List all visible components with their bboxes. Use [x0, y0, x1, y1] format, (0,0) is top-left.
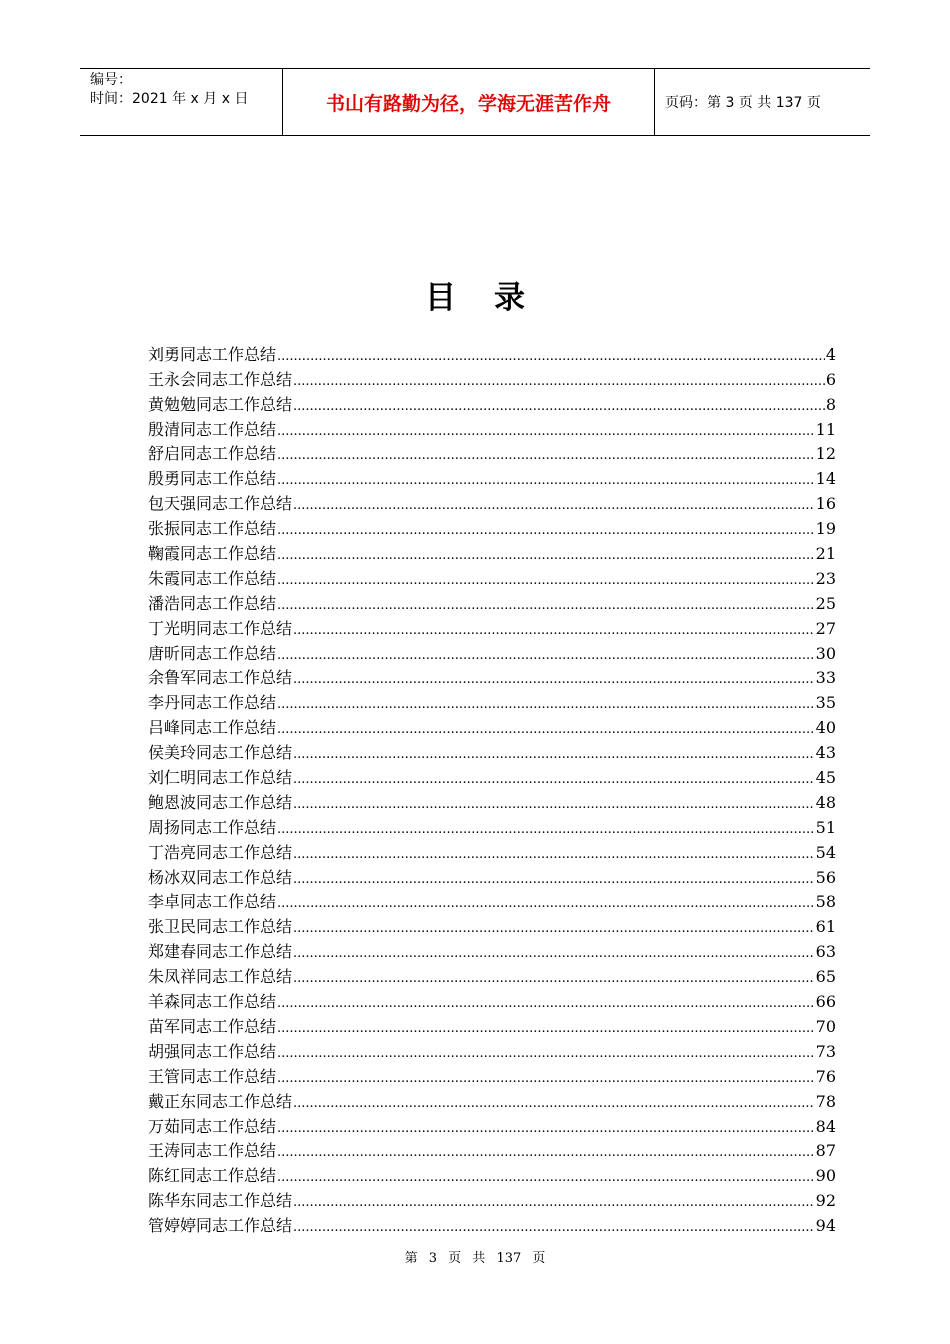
toc-entry[interactable] — [148, 465, 836, 490]
toc-entry-title: 黄勉勉同志工作总结 — [148, 394, 293, 414]
footer-total-pages: 137 — [496, 1251, 522, 1266]
toc-entry[interactable] — [148, 988, 836, 1013]
toc-entry-page: 90 — [815, 1166, 836, 1186]
toc-dot-leader — [293, 1194, 815, 1212]
toc-entry-title: 朱凤祥同志工作总结 — [148, 967, 293, 987]
toc-entry-page: 56 — [815, 867, 836, 887]
toc-entry-page: 58 — [815, 892, 836, 912]
toc-entry-title: 王永会同志工作总结 — [148, 369, 293, 389]
header-page-info: 页码：第 3 页 共 137 页 — [665, 95, 821, 111]
toc-dot-leader — [277, 1169, 815, 1187]
header-left-cell — [80, 69, 282, 135]
toc-entry[interactable] — [148, 714, 836, 739]
toc-entry-page: 78 — [815, 1091, 836, 1111]
toc-dot-leader — [293, 398, 825, 416]
toc-entry[interactable] — [148, 1138, 836, 1163]
toc-entry-title: 吕峰同志工作总结 — [148, 718, 277, 738]
toc-dot-leader — [277, 572, 815, 590]
toc-entry-title: 丁光明同志工作总结 — [148, 618, 293, 638]
footer-di: 第 — [404, 1251, 418, 1266]
toc-entry[interactable] — [148, 1212, 836, 1237]
toc-entry[interactable] — [148, 963, 836, 988]
toc-dot-leader — [293, 373, 825, 391]
toc-entry[interactable] — [148, 689, 836, 714]
toc-dot-leader — [277, 1045, 815, 1063]
toc-entry-title: 万茹同志工作总结 — [148, 1116, 277, 1136]
toc-entry-page: 94 — [815, 1216, 836, 1236]
toc-dot-leader — [277, 721, 815, 739]
toc-dot-leader — [277, 472, 815, 490]
toc-entry[interactable] — [148, 366, 836, 391]
toc-entry-page: 70 — [815, 1016, 836, 1036]
toc-entry-title: 刘勇同志工作总结 — [148, 344, 277, 364]
toc-entry[interactable] — [148, 640, 836, 665]
toc-entry-title: 张振同志工作总结 — [148, 519, 277, 539]
toc-entry[interactable] — [148, 864, 836, 889]
toc-entry-title: 郑建春同志工作总结 — [148, 942, 293, 962]
toc-entry-page: 27 — [815, 618, 836, 638]
toc-entry-title: 陈红同志工作总结 — [148, 1166, 277, 1186]
toc-entry[interactable] — [148, 913, 836, 938]
toc-entry-page: 8 — [825, 394, 836, 414]
toc-dot-leader — [277, 1120, 815, 1138]
toc-entry-page: 48 — [815, 792, 836, 812]
toc-entry[interactable] — [148, 764, 836, 789]
toc-entry-page: 66 — [815, 992, 836, 1012]
toc-entry[interactable] — [148, 889, 836, 914]
footer-gong: 共 — [472, 1251, 486, 1266]
toc-dot-leader — [293, 497, 815, 515]
footer-page-number: 3 — [428, 1251, 437, 1266]
toc-entry-title: 潘浩同志工作总结 — [148, 593, 277, 613]
toc-entry-page: 84 — [815, 1116, 836, 1136]
toc-entry-title: 舒启同志工作总结 — [148, 444, 277, 464]
toc-entry-title: 刘仁明同志工作总结 — [148, 768, 293, 788]
toc-entry[interactable] — [148, 565, 836, 590]
toc-entry[interactable] — [148, 615, 836, 640]
toc-entry-title: 李卓同志工作总结 — [148, 892, 277, 912]
toc-entry[interactable] — [148, 540, 836, 565]
toc-entry[interactable] — [148, 1063, 836, 1088]
document-number-label: 编号： — [90, 72, 132, 88]
toc-entry[interactable] — [148, 665, 836, 690]
toc-entry-page: 45 — [815, 768, 836, 788]
toc-dot-leader — [293, 796, 815, 814]
toc-entry-page: 33 — [815, 668, 836, 688]
toc-dot-leader — [277, 895, 815, 913]
toc-entry-title: 杨冰双同志工作总结 — [148, 867, 293, 887]
toc-dot-leader — [293, 671, 815, 689]
toc-entry[interactable] — [148, 1013, 836, 1038]
toc-entry[interactable] — [148, 441, 836, 466]
toc-entry[interactable] — [148, 814, 836, 839]
toc-entry[interactable] — [148, 1162, 836, 1187]
toc-entry-page: 51 — [815, 817, 836, 837]
toc-entry-title: 苗军同志工作总结 — [148, 1016, 277, 1036]
toc-entry-title: 胡强同志工作总结 — [148, 1041, 277, 1061]
toc-entry[interactable] — [148, 1187, 836, 1212]
toc-entry[interactable] — [148, 1038, 836, 1063]
toc-entry[interactable] — [148, 416, 836, 441]
toc-dot-leader — [293, 945, 815, 963]
toc-entry-page: 87 — [815, 1141, 836, 1161]
toc-entry-page: 6 — [825, 369, 836, 389]
toc-entry-page: 92 — [815, 1191, 836, 1211]
toc-entry-title: 唐昕同志工作总结 — [148, 643, 277, 663]
toc-entry-page: 23 — [815, 568, 836, 588]
toc-entry-title: 丁浩亮同志工作总结 — [148, 842, 293, 862]
toc-entry[interactable] — [148, 739, 836, 764]
toc-entry-page: 30 — [815, 643, 836, 663]
toc-dot-leader — [293, 771, 815, 789]
toc-dot-leader — [293, 970, 815, 988]
footer-ye: 页 — [448, 1251, 462, 1266]
table-of-contents — [148, 341, 836, 1237]
toc-dot-leader — [277, 522, 815, 540]
toc-dot-leader — [293, 846, 815, 864]
toc-entry[interactable] — [148, 1088, 836, 1113]
page-header — [80, 68, 870, 136]
toc-dot-leader — [277, 1020, 815, 1038]
toc-entry-title: 侯美玲同志工作总结 — [148, 743, 293, 763]
toc-entry[interactable] — [148, 839, 836, 864]
toc-entry-title: 戴正东同志工作总结 — [148, 1091, 293, 1111]
toc-dot-leader — [277, 447, 815, 465]
toc-entry-page: 14 — [815, 469, 836, 489]
toc-entry-page: 21 — [815, 544, 836, 564]
toc-entry-title: 周扬同志工作总结 — [148, 817, 277, 837]
toc-entry-page: 12 — [815, 444, 836, 464]
toc-dot-leader — [293, 920, 815, 938]
footer-ye2: 页 — [532, 1251, 546, 1266]
toc-dot-leader — [277, 821, 815, 839]
toc-entry-title: 殷清同志工作总结 — [148, 419, 277, 439]
toc-dot-leader — [277, 1144, 815, 1162]
toc-entry[interactable] — [148, 341, 836, 366]
toc-dot-leader — [277, 647, 815, 665]
toc-title: 目录 — [425, 280, 563, 316]
toc-entry-page: 76 — [815, 1066, 836, 1086]
toc-entry-title: 陈华东同志工作总结 — [148, 1191, 293, 1211]
document-date: 时间：2021 年 x 月 x 日 — [90, 91, 249, 107]
toc-dot-leader — [293, 1095, 815, 1113]
header-motto: 书山有路勤为径，学海无涯苦作舟 — [282, 69, 655, 135]
toc-entry[interactable] — [148, 1113, 836, 1138]
toc-entry[interactable] — [148, 391, 836, 416]
toc-dot-leader — [293, 622, 815, 640]
toc-entry-page: 63 — [815, 942, 836, 962]
toc-entry-page: 61 — [815, 917, 836, 937]
toc-entry-title: 殷勇同志工作总结 — [148, 469, 277, 489]
toc-dot-leader — [293, 746, 815, 764]
toc-dot-leader — [293, 1219, 815, 1237]
toc-entry[interactable] — [148, 515, 836, 540]
toc-entry-page: 19 — [815, 519, 836, 539]
toc-dot-leader — [277, 995, 815, 1013]
toc-entry-title: 王管同志工作总结 — [148, 1066, 277, 1086]
toc-entry-title: 鞠霞同志工作总结 — [148, 544, 277, 564]
toc-entry-title: 张卫民同志工作总结 — [148, 917, 293, 937]
toc-entry[interactable] — [148, 590, 836, 615]
toc-dot-leader — [293, 871, 815, 889]
toc-entry-page: 73 — [815, 1041, 836, 1061]
toc-dot-leader — [277, 423, 815, 441]
toc-entry[interactable] — [148, 789, 836, 814]
toc-entry-title: 余鲁军同志工作总结 — [148, 668, 293, 688]
toc-entry-page: 65 — [815, 967, 836, 987]
toc-entry-page: 35 — [815, 693, 836, 713]
toc-entry-title: 包天强同志工作总结 — [148, 494, 293, 514]
toc-dot-leader — [277, 547, 815, 565]
toc-entry-page: 16 — [815, 494, 836, 514]
toc-dot-leader — [277, 696, 815, 714]
toc-dot-leader — [277, 1070, 815, 1088]
toc-entry-page: 11 — [815, 419, 836, 439]
toc-entry-page: 43 — [815, 743, 836, 763]
toc-dot-leader — [277, 348, 825, 366]
toc-entry[interactable] — [148, 938, 836, 963]
toc-entry[interactable] — [148, 490, 836, 515]
toc-entry-page: 25 — [815, 593, 836, 613]
toc-entry-title: 王涛同志工作总结 — [148, 1141, 277, 1161]
toc-entry-title: 羊森同志工作总结 — [148, 992, 277, 1012]
toc-entry-title: 李丹同志工作总结 — [148, 693, 277, 713]
toc-entry-page: 4 — [825, 344, 836, 364]
toc-entry-page: 54 — [815, 842, 836, 862]
toc-dot-leader — [277, 597, 815, 615]
page-footer — [0, 1247, 950, 1266]
toc-entry-title: 鲍恩波同志工作总结 — [148, 792, 293, 812]
toc-entry-page: 40 — [815, 718, 836, 738]
toc-entry-title: 管婷婷同志工作总结 — [148, 1216, 293, 1236]
toc-entry-title: 朱霞同志工作总结 — [148, 568, 277, 588]
